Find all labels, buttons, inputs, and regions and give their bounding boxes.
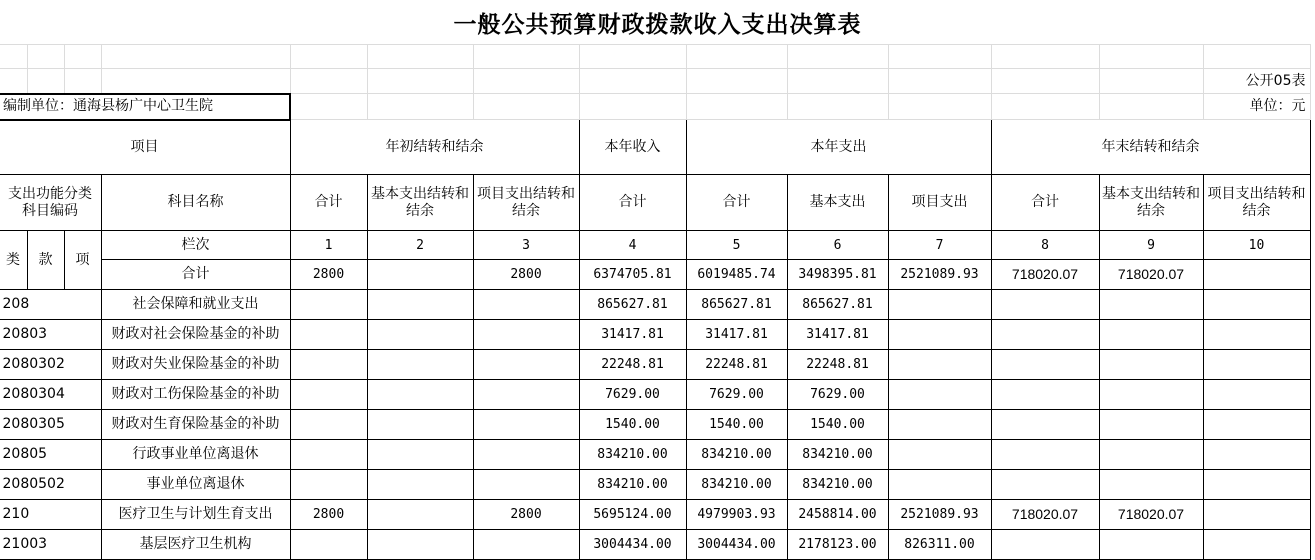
value-cell[interactable] (1099, 470, 1203, 500)
value-cell[interactable] (1099, 440, 1203, 470)
value-cell[interactable] (1203, 410, 1310, 440)
unit-row (0, 94, 1310, 120)
subject-name-cell[interactable]: 基层医疗卫生机构 (101, 530, 290, 560)
value-cell[interactable]: 2800 (290, 260, 367, 290)
value-cell[interactable] (473, 470, 579, 500)
value-cell[interactable] (367, 410, 473, 440)
value-cell[interactable]: 834210.00 (787, 470, 888, 500)
value-cell[interactable] (1099, 380, 1203, 410)
value-cell[interactable]: 834210.00 (787, 440, 888, 470)
subject-name-cell[interactable]: 社会保障和就业支出 (101, 290, 290, 320)
value-cell[interactable] (290, 380, 367, 410)
value-cell[interactable]: 7629.00 (686, 380, 787, 410)
form-number-row (0, 69, 1310, 94)
value-cell[interactable]: 834210.00 (686, 440, 787, 470)
value-cell[interactable] (290, 440, 367, 470)
value-cell[interactable]: 3498395.81 (787, 260, 888, 290)
value-cell[interactable]: 718020.07 (991, 500, 1099, 530)
header-lei[interactable]: 类 (0, 231, 27, 290)
header-income[interactable]: 本年收入 (579, 120, 686, 175)
value-cell[interactable]: 2800 (473, 260, 579, 290)
subject-name-cell[interactable]: 财政对生育保险基金的补助 (101, 410, 290, 440)
code-cell[interactable]: 208 (0, 290, 101, 320)
value-cell[interactable] (1099, 410, 1203, 440)
table-row (0, 380, 1310, 410)
subject-name-cell[interactable]: 财政对工伤保险基金的补助 (101, 380, 290, 410)
header-lanci[interactable]: 栏次 (101, 231, 290, 260)
header-expense-project[interactable]: 项目支出 (888, 175, 991, 231)
code-cell[interactable]: 210 (0, 500, 101, 530)
subject-name-cell[interactable]: 财政对失业保险基金的补助 (101, 350, 290, 380)
value-cell[interactable] (1203, 320, 1310, 350)
value-cell[interactable] (367, 500, 473, 530)
table-row (0, 410, 1310, 440)
subject-name-cell[interactable]: 合计 (101, 260, 290, 290)
header-begin-balance[interactable]: 年初结转和结余 (290, 120, 579, 175)
value-cell[interactable]: 1540.00 (787, 410, 888, 440)
value-cell[interactable] (367, 350, 473, 380)
value-cell[interactable] (1099, 290, 1203, 320)
value-cell[interactable]: 31417.81 (579, 320, 686, 350)
value-cell[interactable] (991, 380, 1099, 410)
header-begin-total[interactable]: 合计 (290, 175, 367, 231)
col-number[interactable]: 2 (367, 231, 473, 260)
col-number[interactable]: 7 (888, 231, 991, 260)
header-expense[interactable]: 本年支出 (686, 120, 991, 175)
value-cell[interactable] (1203, 440, 1310, 470)
value-cell[interactable]: 31417.81 (787, 320, 888, 350)
spreadsheet (0, 44, 1311, 560)
subject-name-cell[interactable]: 财政对社会保险基金的补助 (101, 320, 290, 350)
value-cell[interactable]: 7629.00 (787, 380, 888, 410)
value-cell[interactable]: 4979903.93 (686, 500, 787, 530)
value-cell[interactable] (473, 440, 579, 470)
header-func-code[interactable]: 支出功能分类科目编码 (0, 175, 101, 231)
value-cell[interactable] (1203, 380, 1310, 410)
value-cell[interactable]: 2800 (473, 500, 579, 530)
value-cell[interactable]: 31417.81 (686, 320, 787, 350)
value-cell[interactable] (473, 410, 579, 440)
value-cell[interactable] (473, 320, 579, 350)
code-cell[interactable]: 2080304 (0, 380, 101, 410)
header-row-1 (0, 120, 1310, 175)
value-cell[interactable] (1203, 260, 1310, 290)
value-cell[interactable] (1203, 290, 1310, 320)
value-cell[interactable] (290, 290, 367, 320)
code-cell[interactable]: 20805 (0, 440, 101, 470)
header-end-total[interactable]: 合计 (991, 175, 1099, 231)
header-expense-total[interactable]: 合计 (686, 175, 787, 231)
value-cell[interactable] (991, 440, 1099, 470)
form-number[interactable]: 公开05表 (1203, 69, 1310, 94)
blank-row (0, 45, 1310, 69)
table-row (0, 290, 1310, 320)
value-cell[interactable] (888, 290, 991, 320)
header-subject-name[interactable]: 科目名称 (101, 175, 290, 231)
value-cell[interactable]: 834210.00 (579, 470, 686, 500)
header-begin-basic[interactable]: 基本支出结转和结余 (367, 175, 473, 231)
value-cell[interactable] (290, 530, 367, 560)
currency-unit[interactable]: 单位：元 (1203, 94, 1310, 120)
value-cell[interactable] (1099, 320, 1203, 350)
table-row (0, 260, 1310, 290)
value-cell[interactable] (290, 320, 367, 350)
unit-name-cell[interactable]: 编制单位：通海县杨广中心卫生院 (0, 94, 290, 120)
value-cell[interactable] (888, 350, 991, 380)
header-expense-basic[interactable]: 基本支出 (787, 175, 888, 231)
value-cell[interactable]: 826311.00 (888, 530, 991, 560)
value-cell[interactable] (473, 350, 579, 380)
budget-table (0, 44, 1311, 560)
value-cell[interactable] (473, 530, 579, 560)
value-cell[interactable] (290, 350, 367, 380)
value-cell[interactable] (991, 290, 1099, 320)
table-row (0, 470, 1310, 500)
value-cell[interactable] (1099, 530, 1203, 560)
header-income-total[interactable]: 合计 (579, 175, 686, 231)
value-cell[interactable] (367, 290, 473, 320)
value-cell[interactable]: 865627.81 (787, 290, 888, 320)
value-cell[interactable] (367, 320, 473, 350)
header-xiang[interactable]: 项 (64, 231, 101, 290)
value-cell[interactable] (991, 410, 1099, 440)
code-cell[interactable]: 2080302 (0, 350, 101, 380)
value-cell[interactable] (367, 530, 473, 560)
subject-name-cell[interactable]: 行政事业单位离退休 (101, 440, 290, 470)
code-cell[interactable]: 2080305 (0, 410, 101, 440)
value-cell[interactable] (367, 260, 473, 290)
value-cell[interactable]: 2178123.00 (787, 530, 888, 560)
table-row (0, 500, 1310, 530)
value-cell[interactable] (473, 290, 579, 320)
value-cell[interactable]: 6374705.81 (579, 260, 686, 290)
value-cell[interactable]: 834210.00 (686, 470, 787, 500)
value-cell[interactable] (888, 440, 991, 470)
value-cell[interactable] (888, 380, 991, 410)
col-number[interactable]: 1 (290, 231, 367, 260)
value-cell[interactable] (290, 410, 367, 440)
value-cell[interactable]: 22248.81 (686, 350, 787, 380)
header-begin-project[interactable]: 项目支出结转和结余 (473, 175, 579, 231)
column-number-row (0, 231, 1310, 260)
value-cell[interactable]: 22248.81 (579, 350, 686, 380)
value-cell[interactable]: 718020.07 (1099, 260, 1203, 290)
value-cell[interactable]: 1540.00 (686, 410, 787, 440)
table-row (0, 350, 1310, 380)
value-cell[interactable] (991, 350, 1099, 380)
value-cell[interactable]: 3004434.00 (686, 530, 787, 560)
value-cell[interactable] (367, 440, 473, 470)
value-cell[interactable] (888, 470, 991, 500)
col-number[interactable]: 10 (1203, 231, 1310, 260)
value-cell[interactable] (888, 410, 991, 440)
value-cell[interactable]: 6019485.74 (686, 260, 787, 290)
value-cell[interactable]: 834210.00 (579, 440, 686, 470)
col-number[interactable]: 9 (1099, 231, 1203, 260)
value-cell[interactable]: 5695124.00 (579, 500, 686, 530)
value-cell[interactable] (290, 470, 367, 500)
value-cell[interactable]: 718020.07 (1099, 500, 1203, 530)
value-cell[interactable]: 718020.07 (991, 260, 1099, 290)
subject-name-cell[interactable]: 事业单位离退休 (101, 470, 290, 500)
col-number[interactable]: 3 (473, 231, 579, 260)
col-number[interactable]: 8 (991, 231, 1099, 260)
value-cell[interactable]: 865627.81 (579, 290, 686, 320)
page-title: 一般公共预算财政拨款收入支出决算表 (453, 10, 862, 38)
table-row (0, 440, 1310, 470)
value-cell[interactable]: 22248.81 (787, 350, 888, 380)
value-cell[interactable] (1203, 470, 1310, 500)
value-cell[interactable]: 3004434.00 (579, 530, 686, 560)
value-cell[interactable]: 865627.81 (686, 290, 787, 320)
value-cell[interactable]: 2458814.00 (787, 500, 888, 530)
header-project[interactable]: 项目 (0, 120, 290, 175)
value-cell[interactable]: 1540.00 (579, 410, 686, 440)
header-end-balance[interactable]: 年末结转和结余 (991, 120, 1310, 175)
table-row (0, 320, 1310, 350)
value-cell[interactable] (367, 380, 473, 410)
code-cell[interactable]: 20803 (0, 320, 101, 350)
value-cell[interactable]: 2800 (290, 500, 367, 530)
code-cell[interactable]: 2080502 (0, 470, 101, 500)
value-cell[interactable] (1099, 350, 1203, 380)
subject-name-cell[interactable]: 医疗卫生与计划生育支出 (101, 500, 290, 530)
header-row-2 (0, 175, 1310, 231)
col-number[interactable]: 6 (787, 231, 888, 260)
value-cell[interactable] (888, 320, 991, 350)
value-cell[interactable]: 2521089.93 (888, 500, 991, 530)
code-cell[interactable]: 21003 (0, 530, 101, 560)
header-end-basic[interactable]: 基本支出结转和结余 (1099, 175, 1203, 231)
value-cell[interactable] (991, 530, 1099, 560)
value-cell[interactable] (1203, 350, 1310, 380)
value-cell[interactable] (991, 320, 1099, 350)
value-cell[interactable] (367, 470, 473, 500)
table-row (0, 530, 1310, 560)
value-cell[interactable] (1203, 530, 1310, 560)
header-end-project[interactable]: 项目支出结转和结余 (1203, 175, 1310, 231)
col-number[interactable]: 4 (579, 231, 686, 260)
value-cell[interactable] (991, 470, 1099, 500)
value-cell[interactable] (1203, 500, 1310, 530)
col-number[interactable]: 5 (686, 231, 787, 260)
value-cell[interactable] (473, 380, 579, 410)
header-kuan[interactable]: 款 (27, 231, 64, 290)
value-cell[interactable]: 2521089.93 (888, 260, 991, 290)
value-cell[interactable]: 7629.00 (579, 380, 686, 410)
